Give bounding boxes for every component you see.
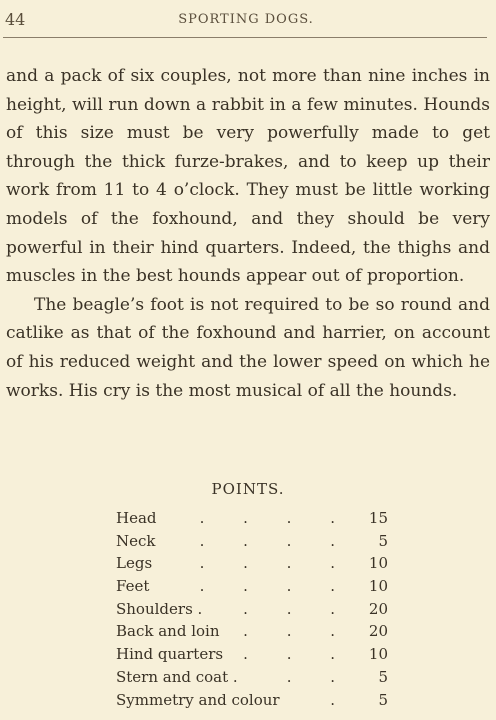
point-label: Stern and coat . bbox=[116, 667, 238, 686]
points-table bbox=[116, 507, 396, 711]
page-header bbox=[5, 10, 487, 32]
point-label: Hind quarters bbox=[116, 645, 224, 664]
points-row bbox=[116, 666, 396, 689]
point-value: 20 bbox=[368, 599, 388, 618]
point-label: Feet bbox=[116, 577, 150, 596]
point-value: 10 bbox=[368, 554, 388, 573]
leader-dots: . . . . bbox=[199, 531, 352, 550]
leader-dots: . . . bbox=[243, 645, 352, 664]
running-title: SPORTING DOGS. bbox=[178, 12, 314, 27]
points-heading: POINTS. bbox=[211, 480, 285, 498]
point-label: Legs bbox=[116, 554, 153, 573]
point-label: Back and loin bbox=[116, 622, 220, 641]
points-row bbox=[116, 552, 396, 575]
point-value: 15 bbox=[368, 509, 388, 527]
header-rule bbox=[3, 37, 487, 38]
page-number: 44 bbox=[5, 10, 26, 29]
point-value: 5 bbox=[378, 690, 388, 709]
point-value: 20 bbox=[368, 622, 388, 641]
leader-dots: . . . bbox=[243, 622, 352, 641]
points-row bbox=[116, 530, 396, 553]
points-row bbox=[116, 689, 396, 712]
points-row bbox=[116, 598, 396, 621]
point-value: 10 bbox=[368, 577, 388, 596]
point-value: 10 bbox=[368, 645, 388, 664]
leader-dots: . . . . bbox=[199, 554, 352, 573]
points-row bbox=[116, 575, 396, 598]
paragraph: The beagle’s foot is not required to be so round and catlike as that of the foxhound and harrier, on account of his reduced weight and the lower speed on which he works. His cry is the most musical of all the hounds. bbox=[6, 294, 490, 401]
point-label: Neck bbox=[116, 531, 156, 550]
point-value: 5 bbox=[378, 667, 388, 686]
leader-dots: . bbox=[330, 690, 352, 709]
leader-dots: . . . . bbox=[199, 509, 352, 527]
point-label: Head bbox=[116, 509, 157, 527]
point-label: Shoulders . bbox=[116, 599, 203, 618]
body-text bbox=[6, 62, 490, 405]
points-row bbox=[116, 620, 396, 643]
leader-dots: . . . bbox=[243, 599, 352, 618]
point-label: Symmetry and colour bbox=[116, 690, 280, 709]
points-row bbox=[116, 643, 396, 666]
point-value: 5 bbox=[378, 531, 388, 550]
leader-dots: . . bbox=[286, 667, 352, 686]
points-row bbox=[116, 507, 396, 530]
leader-dots: . . . . bbox=[199, 577, 352, 596]
paragraph: and a pack of six couples, not more than nine inches in height, will run down a rabbit in a few minutes. Hounds of this size must be very powerfully made to get through the thick furze-brakes, and to keep up their work from 11 to 4 o’clock. They must be little working models of the foxhound, and they should be very powerful in their hind quarters. Indeed, the thighs and muscles in the best hounds appear out of proportion. bbox=[6, 66, 490, 287]
